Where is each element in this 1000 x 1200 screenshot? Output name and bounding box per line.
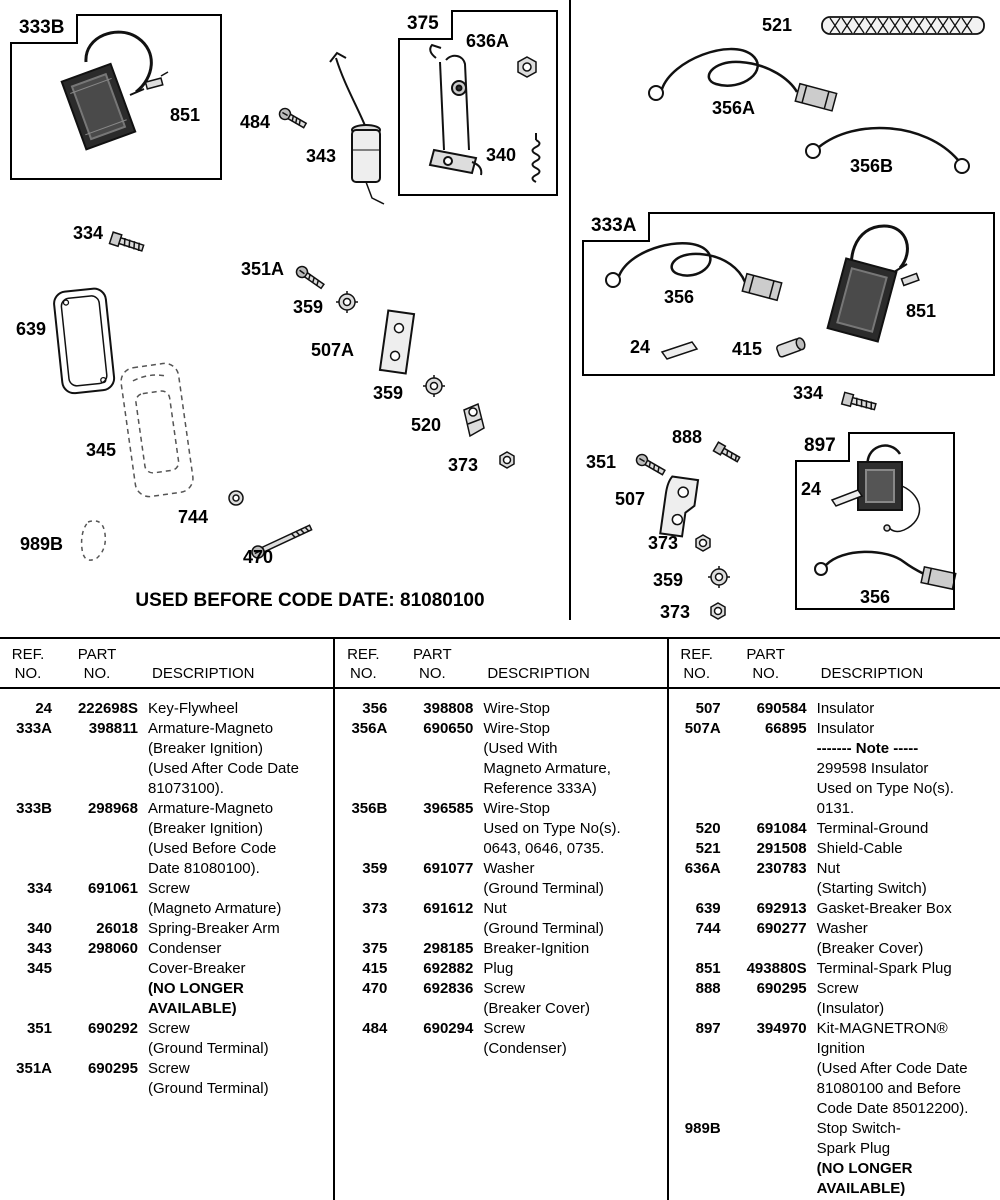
part-no: 692836 bbox=[423, 980, 474, 997]
callout-359: 359 bbox=[653, 570, 684, 590]
description bbox=[473, 699, 666, 719]
screw-334-right-drawing bbox=[842, 392, 877, 412]
table-row bbox=[0, 879, 333, 919]
description-line: Gasket-Breaker Box bbox=[816, 900, 952, 917]
callout-639: 639 bbox=[16, 319, 47, 339]
description-line: Screw bbox=[148, 1020, 190, 1037]
callout-373: 373 bbox=[648, 533, 679, 553]
description-line: Wire-Stop bbox=[483, 800, 551, 817]
description-line: Insulator bbox=[816, 700, 875, 717]
description-line: (Starting Switch) bbox=[816, 880, 927, 897]
header-description: DESCRIPTION bbox=[487, 665, 590, 682]
part-no bbox=[721, 1119, 807, 1199]
part-no: 690277 bbox=[756, 920, 807, 937]
part-no: 493880S bbox=[746, 960, 807, 977]
ref-no: 470 bbox=[362, 980, 388, 997]
stop-switch-989b-drawing bbox=[82, 521, 106, 560]
description bbox=[807, 699, 1000, 719]
part-no: 66895 bbox=[764, 720, 807, 737]
part-no: 690295 bbox=[756, 980, 807, 997]
description-line: (Insulator) bbox=[816, 1000, 885, 1017]
part-no: 222698S bbox=[77, 700, 138, 717]
description-line: (Used After Code Date bbox=[148, 760, 299, 777]
ref-no: 343 bbox=[26, 940, 52, 957]
part-no: 398811 bbox=[88, 720, 138, 737]
ref-no: 639 bbox=[695, 900, 721, 917]
description-line: Code Date 85012200). bbox=[816, 1100, 969, 1117]
description bbox=[138, 959, 333, 1019]
table-row bbox=[669, 1019, 1000, 1119]
header-ref: REF. NO. bbox=[11, 646, 45, 682]
table-row bbox=[335, 1019, 666, 1059]
description-line: (NO LONGER bbox=[148, 980, 244, 997]
ref-no: 356 bbox=[362, 700, 388, 717]
table-header bbox=[669, 639, 1000, 689]
description-line: Insulator bbox=[816, 720, 875, 737]
table-row bbox=[0, 799, 333, 879]
description-line: Spark Plug bbox=[816, 1140, 891, 1157]
description bbox=[138, 699, 333, 719]
description bbox=[807, 859, 1000, 899]
description-line: Kit-MAGNETRON® bbox=[816, 1020, 948, 1037]
ref-no: 897 bbox=[695, 1020, 721, 1037]
description-line: (Used After Code Date bbox=[816, 1060, 968, 1077]
part-no: 398808 bbox=[423, 700, 474, 717]
description-line: (Used Before Code bbox=[148, 840, 277, 857]
description-line: Washer bbox=[483, 860, 535, 877]
description-line: (Ground Terminal) bbox=[483, 880, 604, 897]
description-line: Terminal-Spark Plug bbox=[816, 960, 952, 977]
header-ref: REF. NO. bbox=[347, 646, 380, 682]
description bbox=[807, 1019, 1000, 1119]
insulator-507a-drawing bbox=[380, 310, 414, 373]
description bbox=[138, 919, 333, 939]
description-line: Used on Type No(s). bbox=[483, 820, 621, 837]
ref-no: 340 bbox=[26, 920, 52, 937]
ref-no: 507A bbox=[684, 720, 721, 737]
code-date-caption: USED BEFORE CODE DATE: 81080100 bbox=[135, 590, 485, 611]
callout-356: 356 bbox=[860, 587, 891, 607]
callout-636A: 636A bbox=[466, 31, 510, 51]
callout-334: 334 bbox=[73, 223, 104, 243]
ref-no: 359 bbox=[362, 860, 388, 877]
table-row bbox=[669, 1119, 1000, 1199]
description-line: Screw bbox=[148, 1060, 190, 1077]
description-line: Wire-Stop bbox=[483, 720, 551, 737]
screw-888-drawing bbox=[713, 442, 741, 464]
part-no: 298968 bbox=[87, 800, 138, 817]
table-rows bbox=[335, 689, 666, 1059]
description bbox=[473, 719, 666, 799]
table-row bbox=[335, 899, 666, 939]
description bbox=[807, 1119, 1000, 1199]
description-line: Nut bbox=[483, 900, 507, 917]
callout-989B: 989B bbox=[20, 534, 64, 554]
description bbox=[138, 719, 333, 799]
description bbox=[138, 799, 333, 879]
description-line: (Breaker Cover) bbox=[483, 1000, 591, 1017]
part-no: 298185 bbox=[423, 940, 474, 957]
description-line: (NO LONGER bbox=[816, 1160, 913, 1177]
description bbox=[473, 799, 666, 859]
table-column-1 bbox=[0, 639, 333, 1200]
part-no: 691077 bbox=[423, 860, 474, 877]
description-line: 0643, 0646, 0735. bbox=[483, 840, 605, 857]
description bbox=[807, 819, 1000, 839]
description-line: Cover-Breaker bbox=[148, 960, 246, 977]
description-line: Spring-Breaker Arm bbox=[148, 920, 280, 937]
description-line: Reference 333A) bbox=[483, 780, 597, 797]
callout-484: 484 bbox=[240, 112, 271, 132]
callout-359: 359 bbox=[293, 297, 324, 317]
group-box-897 bbox=[795, 432, 955, 610]
ref-no: 989B bbox=[684, 1120, 721, 1137]
part-no: 691084 bbox=[756, 820, 807, 837]
description-line: Nut bbox=[816, 860, 840, 877]
part-no: 26018 bbox=[96, 920, 138, 937]
description-line: AVAILABLE) bbox=[816, 1180, 906, 1197]
terminal-ground-520-drawing bbox=[464, 404, 484, 436]
table-row bbox=[335, 719, 666, 799]
description bbox=[138, 879, 333, 919]
group-box-333B bbox=[10, 14, 222, 180]
part-no: 690584 bbox=[756, 700, 807, 717]
callout-356: 356 bbox=[664, 287, 695, 307]
description-line: (Ground Terminal) bbox=[148, 1040, 269, 1057]
nut-373-drawing bbox=[500, 452, 514, 468]
gasket-639-drawing bbox=[53, 287, 115, 394]
description-line: (Magneto Armature) bbox=[148, 900, 282, 917]
ref-no: 744 bbox=[695, 920, 721, 937]
washer-359-drawing bbox=[708, 566, 730, 588]
part-no: 691061 bbox=[87, 880, 138, 897]
part-no: 396585 bbox=[423, 800, 474, 817]
table-row bbox=[0, 719, 333, 799]
ref-no: 356B bbox=[351, 800, 388, 817]
ref-no: 333B bbox=[16, 800, 52, 817]
callout-507: 507 bbox=[615, 489, 646, 509]
insulator-507-drawing bbox=[660, 476, 698, 538]
part-no bbox=[52, 959, 138, 1019]
description bbox=[807, 919, 1000, 959]
ref-no: 484 bbox=[362, 1020, 388, 1037]
callout-851: 851 bbox=[170, 105, 201, 125]
callout-851: 851 bbox=[906, 301, 937, 321]
description bbox=[138, 1019, 333, 1059]
screw-351a-drawing bbox=[294, 264, 325, 291]
screw-484-drawing bbox=[277, 106, 307, 130]
description-line: Used on Type No(s). bbox=[816, 780, 954, 797]
description-line: Armature-Magneto bbox=[148, 720, 274, 737]
ref-no: 24 bbox=[35, 700, 52, 717]
callout-373: 373 bbox=[660, 602, 691, 622]
callout-521: 521 bbox=[762, 15, 793, 35]
description-line: Wire-Stop bbox=[483, 700, 551, 717]
description bbox=[138, 1059, 333, 1099]
part-no: 690292 bbox=[87, 1020, 138, 1037]
table-row bbox=[0, 699, 333, 719]
table-row bbox=[669, 979, 1000, 1019]
description-line: Screw bbox=[816, 980, 859, 997]
description-line: Terminal-Ground bbox=[816, 820, 929, 837]
table-row bbox=[669, 899, 1000, 919]
nut-373-drawing bbox=[711, 603, 725, 619]
group-box-label: 375 bbox=[398, 10, 453, 40]
cover-breaker-345-drawing bbox=[119, 362, 195, 499]
description bbox=[807, 959, 1000, 979]
ref-no: 356A bbox=[351, 720, 388, 737]
parts-table bbox=[0, 637, 1000, 1200]
condenser-343-drawing bbox=[330, 53, 384, 204]
table-row bbox=[335, 859, 666, 899]
ref-no: 636A bbox=[684, 860, 721, 877]
part-no: 690294 bbox=[423, 1020, 474, 1037]
header-part: PART NO. bbox=[77, 646, 117, 682]
description bbox=[138, 939, 333, 959]
description bbox=[473, 1019, 666, 1059]
table-row bbox=[0, 1059, 333, 1099]
ref-no: 351 bbox=[26, 1020, 52, 1037]
header-description: DESCRIPTION bbox=[152, 665, 255, 682]
table-row bbox=[335, 799, 666, 859]
callout-507A: 507A bbox=[311, 340, 355, 360]
callout-520: 520 bbox=[411, 415, 442, 435]
table-header bbox=[0, 639, 333, 689]
description bbox=[473, 859, 666, 899]
description-line: (Used With bbox=[483, 740, 558, 757]
header-description: DESCRIPTION bbox=[820, 665, 924, 682]
table-row bbox=[669, 859, 1000, 899]
table-row bbox=[0, 939, 333, 959]
description-line: (Ground Terminal) bbox=[483, 920, 604, 937]
part-no: 230783 bbox=[756, 860, 807, 877]
table-row bbox=[335, 699, 666, 719]
description-line: 299598 Insulator bbox=[816, 760, 929, 777]
description-line: Magneto Armature, bbox=[483, 760, 611, 777]
description-line: Stop Switch- bbox=[816, 1120, 901, 1137]
callout-351: 351 bbox=[586, 452, 617, 472]
ref-no: 415 bbox=[362, 960, 388, 977]
callout-356A: 356A bbox=[712, 98, 756, 118]
table-row bbox=[669, 819, 1000, 839]
table-rows bbox=[669, 689, 1000, 1199]
table-row bbox=[0, 919, 333, 939]
description-line: Key-Flywheel bbox=[148, 700, 239, 717]
description-line: Breaker-Ignition bbox=[483, 940, 590, 957]
description bbox=[807, 719, 1000, 819]
description bbox=[473, 939, 666, 959]
callout-470: 470 bbox=[243, 547, 274, 567]
description-line: ------- Note ----- bbox=[816, 740, 919, 757]
ref-no: 520 bbox=[695, 820, 721, 837]
table-row bbox=[669, 959, 1000, 979]
callout-24: 24 bbox=[630, 337, 651, 357]
description-line: Screw bbox=[148, 880, 190, 897]
part-no: 692882 bbox=[423, 960, 474, 977]
description-line: 81080100 and Before bbox=[816, 1080, 961, 1097]
part-no: 394970 bbox=[756, 1020, 807, 1037]
washer-359-drawing bbox=[336, 291, 358, 313]
description-line: Screw bbox=[483, 980, 526, 997]
description-line: Armature-Magneto bbox=[148, 800, 274, 817]
part-no: 291508 bbox=[756, 840, 807, 857]
part-no: 690650 bbox=[423, 720, 474, 737]
table-row bbox=[669, 839, 1000, 859]
description-line: (Breaker Ignition) bbox=[148, 740, 264, 757]
description-line: Condenser bbox=[148, 940, 222, 957]
description bbox=[807, 979, 1000, 1019]
callout-415: 415 bbox=[732, 339, 763, 359]
diagram-divider bbox=[569, 0, 571, 620]
part-no: 690295 bbox=[87, 1060, 138, 1077]
ref-no: 851 bbox=[695, 960, 721, 977]
description-line: (Ground Terminal) bbox=[148, 1080, 269, 1097]
table-header bbox=[335, 639, 666, 689]
description-line: Ignition bbox=[816, 1040, 866, 1057]
table-row bbox=[335, 979, 666, 1019]
callout-744: 744 bbox=[178, 507, 209, 527]
part-no: 692913 bbox=[756, 900, 807, 917]
header-ref: REF. NO. bbox=[680, 646, 713, 682]
table-row bbox=[669, 719, 1000, 819]
callout-343: 343 bbox=[306, 146, 337, 166]
table-rows bbox=[0, 689, 333, 1099]
description-line: (Breaker Ignition) bbox=[148, 820, 264, 837]
table-row bbox=[335, 939, 666, 959]
description-line: 0131. bbox=[816, 800, 855, 817]
ref-no: 521 bbox=[695, 840, 721, 857]
shield-cable-521-drawing bbox=[822, 17, 984, 34]
description-line: Date 81080100). bbox=[148, 860, 260, 877]
description-line: Washer bbox=[816, 920, 868, 937]
nut-373-drawing bbox=[696, 535, 710, 551]
ref-no: 333A bbox=[16, 720, 52, 737]
description-line: Plug bbox=[483, 960, 514, 977]
description-line: (Breaker Cover) bbox=[816, 940, 924, 957]
table-row bbox=[669, 919, 1000, 959]
table-column-2 bbox=[333, 639, 666, 1200]
description bbox=[473, 959, 666, 979]
callout-345: 345 bbox=[86, 440, 117, 460]
description-line: Screw bbox=[483, 1020, 526, 1037]
table-column-3 bbox=[667, 639, 1000, 1200]
ref-no: 373 bbox=[362, 900, 388, 917]
screw-351-drawing bbox=[634, 452, 666, 477]
description bbox=[807, 899, 1000, 919]
washer-744-drawing bbox=[229, 491, 243, 505]
description-line: (Condenser) bbox=[483, 1040, 567, 1057]
ref-no: 375 bbox=[362, 940, 388, 957]
header-part: PART NO. bbox=[413, 646, 452, 682]
ref-no: 351A bbox=[16, 1060, 52, 1077]
table-row bbox=[0, 1019, 333, 1059]
table-row bbox=[0, 959, 333, 1019]
description-line: AVAILABLE) bbox=[148, 1000, 237, 1017]
group-box-label: 897 bbox=[795, 432, 850, 462]
callout-373: 373 bbox=[448, 455, 479, 475]
part-no: 298060 bbox=[87, 940, 138, 957]
callout-356B: 356B bbox=[850, 156, 894, 176]
callout-24: 24 bbox=[801, 479, 822, 499]
callout-351A: 351A bbox=[241, 259, 285, 279]
description bbox=[473, 899, 666, 939]
callout-334: 334 bbox=[793, 383, 824, 403]
description-line: 81073100). bbox=[148, 780, 224, 797]
header-part: PART NO. bbox=[746, 646, 785, 682]
callout-340: 340 bbox=[486, 145, 517, 165]
description-line: Shield-Cable bbox=[816, 840, 903, 857]
ref-no: 507 bbox=[695, 700, 721, 717]
washer-359-drawing bbox=[423, 375, 445, 397]
table-row bbox=[669, 699, 1000, 719]
description bbox=[473, 979, 666, 1019]
screw-334-left-drawing bbox=[109, 232, 144, 254]
ref-no: 888 bbox=[695, 980, 721, 997]
callout-888: 888 bbox=[672, 427, 703, 447]
table-row bbox=[335, 959, 666, 979]
group-box-label: 333A bbox=[582, 212, 650, 242]
part-no: 691612 bbox=[423, 900, 474, 917]
description bbox=[807, 839, 1000, 859]
ref-no: 345 bbox=[26, 960, 52, 977]
group-box-label: 333B bbox=[10, 14, 78, 44]
ref-no: 334 bbox=[26, 880, 52, 897]
callout-359: 359 bbox=[373, 383, 404, 403]
